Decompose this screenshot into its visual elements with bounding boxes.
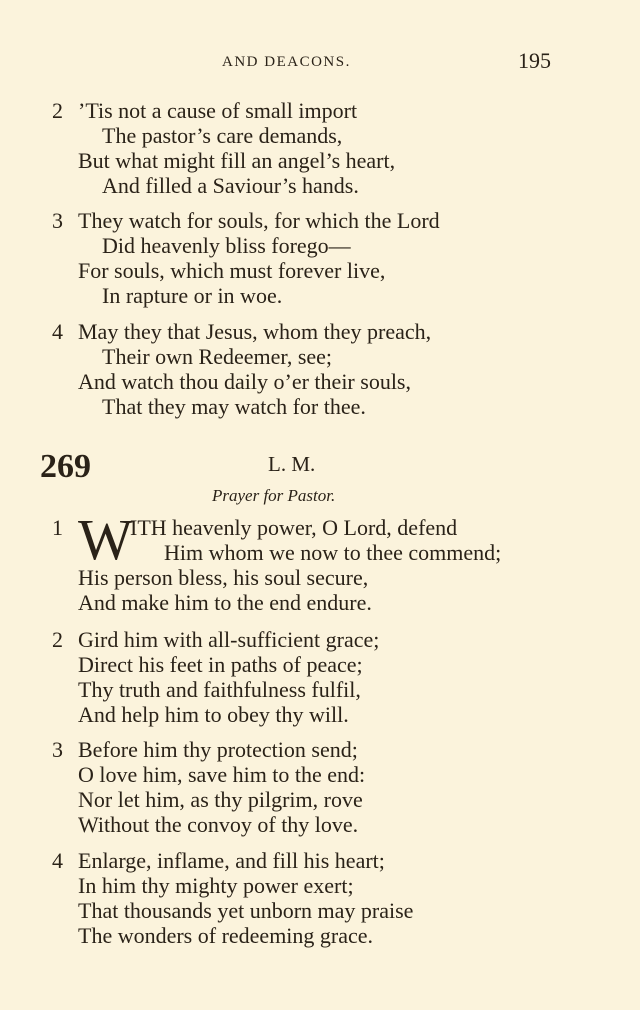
verse-line: O love him, save him to the end: [78,762,366,787]
verse-line: The wonders of redeeming grace. [78,923,374,948]
verse-line: That thousands yet unborn may praise [78,898,414,923]
drop-cap: W [78,507,133,572]
hymn-number: 269 [40,448,91,485]
page-header [0,48,640,78]
verse-line: And make him to the end endure. [78,590,372,615]
stanza-number: 3 [52,208,63,233]
verse-line: Without the convoy of thy love. [78,812,359,837]
stanza-number: 4 [52,848,63,873]
verse-line: Him whom we now to thee commend; [164,540,502,565]
verse-line: Before him thy protection send; [78,737,358,762]
verse-line: And watch thou daily o’er their souls, [78,369,411,394]
verse-line: Nor let him, as thy pilgrim, rove [78,787,363,812]
stanza-prev-3 [52,208,632,308]
hymn-meter: L. M. [268,452,316,476]
stanza-prev-2 [52,98,632,198]
stanza-2 [52,627,632,727]
stanza-4 [52,848,632,948]
verse-line: In him thy mighty power exert; [78,873,354,898]
page-number: 195 [518,48,551,73]
verse-line: Did heavenly bliss forego— [102,233,351,258]
verse-line: And filled a Saviour’s hands. [102,173,359,198]
verse-line: Their own Redeemer, see; [102,344,333,369]
verse-line: ITH heavenly power, O Lord, defend [130,515,458,540]
verse-line: ’Tis not a cause of small import [78,98,358,123]
hymn-title: Prayer for Pastor. [212,486,336,505]
verse-line: And help him to obey thy will. [78,702,349,727]
verse-line: That they may watch for thee. [102,394,366,419]
verse-line: Gird him with all-sufficient grace; [78,627,380,652]
stanza-prev-4 [52,319,632,419]
stanza-number: 1 [52,515,63,540]
verse-line: Thy truth and faithfulness fulfil, [78,677,361,702]
stanza-number: 2 [52,98,63,123]
verse-line: His person bless, his soul secure, [78,565,369,590]
verse-line: Direct his feet in paths of peace; [78,652,363,677]
verse-line: They watch for souls, for which the Lord [78,208,440,233]
verse-line: In rapture or in woe. [102,283,283,308]
verse-line: But what might fill an angel’s heart, [78,148,396,173]
stanza-number: 3 [52,737,63,762]
verse-line: May they that Jesus, whom they preach, [78,319,432,344]
verse-line: Enlarge, inflame, and fill his heart; [78,848,385,873]
stanza-number: 2 [52,627,63,652]
stanza-number: 4 [52,319,63,344]
stanza-3 [52,737,632,837]
verse-line: For souls, which must forever live, [78,258,386,283]
running-head: AND DEACONS. [222,54,351,70]
stanza-1 [52,507,632,615]
verse-line: The pastor’s care demands, [102,123,343,148]
